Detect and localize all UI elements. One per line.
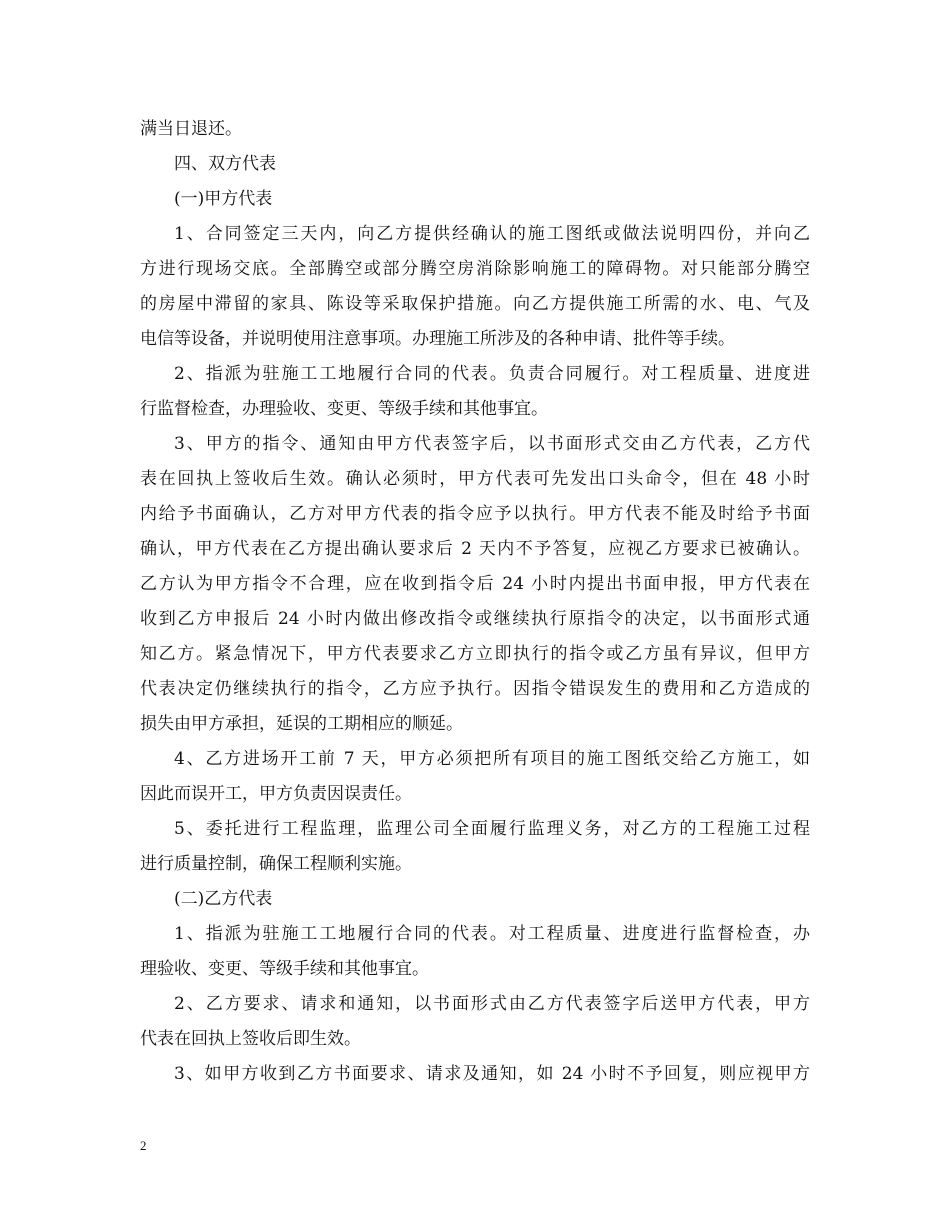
document-page bbox=[140, 112, 810, 1092]
paragraph-line: 确认，甲方代表在乙方提出确认要求后 2 天内不予答复，应视乙方要求已被确认。 bbox=[140, 539, 810, 559]
subsection-heading: (二)乙方代表 bbox=[174, 889, 273, 909]
paragraph-line: 1、指派为驻施工工地履行合同的代表。对工程质量、进度进行监督检查，办 bbox=[174, 924, 810, 944]
paragraph-line: 1、合同签定三天内，向乙方提供经确认的施工图纸或做法说明四份，并向乙 bbox=[174, 224, 810, 244]
paragraph-line: 表在回执上签收后生效。确认必须时，甲方代表可先发出口头命令，但在 48 小时 bbox=[140, 469, 810, 489]
paragraph-line: 代表决定仍继续执行的指令，乙方应予执行。因指令错误发生的费用和乙方造成的 bbox=[140, 679, 810, 699]
paragraph-line: 损失由甲方承担，延误的工期相应的顺延。 bbox=[140, 714, 463, 734]
paragraph-line: 知乙方。紧急情况下，甲方代表要求乙方立即执行的指令或乙方虽有异议，但甲方 bbox=[140, 644, 810, 664]
paragraph-line: 5、委托进行工程监理，监理公司全面履行监理义务，对乙方的工程施工过程 bbox=[174, 819, 810, 839]
paragraph-line: 3、甲方的指令、通知由甲方代表签字后，以书面形式交由乙方代表，乙方代 bbox=[174, 434, 810, 454]
paragraph-line: 行监督检查，办理验收、变更、等级手续和其他事宜。 bbox=[140, 399, 548, 419]
paragraph-line: 方进行现场交底。全部腾空或部分腾空房消除影响施工的障碍物。对只能部分腾空 bbox=[140, 259, 810, 279]
paragraph-line: 因此而误开工，甲方负责因误责任。 bbox=[140, 784, 412, 804]
section-heading: 四、双方代表 bbox=[174, 154, 276, 174]
paragraph-line: 电信等设备，并说明使用注意事项。办理施工所涉及的各种申请、批件等手续。 bbox=[140, 329, 735, 349]
paragraph-line: 4、乙方进场开工前 7 天，甲方必须把所有项目的施工图纸交给乙方施工，如 bbox=[174, 749, 810, 769]
paragraph-line: 进行质量控制，确保工程顺利实施。 bbox=[140, 854, 412, 874]
paragraph-line: 3、如甲方收到乙方书面要求、请求及通知，如 24 小时不予回复，则应视甲方 bbox=[174, 1064, 810, 1084]
paragraph-line: 乙方认为甲方指令不合理，应在收到指令后 24 小时内提出书面申报，甲方代表在 bbox=[140, 574, 810, 594]
paragraph-line: 2、乙方要求、请求和通知，以书面形式由乙方代表签字后送甲方代表，甲方 bbox=[174, 994, 810, 1014]
paragraph-line: 收到乙方申报后 24 小时内做出修改指令或继续执行原指令的决定，以书面形式通 bbox=[140, 609, 810, 629]
paragraph-line: 代表在回执上签收后即生效。 bbox=[140, 1029, 361, 1049]
paragraph-line: 内给予书面确认，乙方对甲方代表的指令应予以执行。甲方代表不能及时给予书面 bbox=[140, 504, 810, 524]
paragraph-line: 理验收、变更、等级手续和其他事宜。 bbox=[140, 959, 429, 979]
paragraph-line: 2、指派为驻施工工地履行合同的代表。负责合同履行。对工程质量、进度进 bbox=[174, 364, 810, 384]
page-number: 2 bbox=[140, 1138, 147, 1153]
paragraph-line: 的房屋中滞留的家具、陈设等采取保护措施。向乙方提供施工所需的水、电、气及 bbox=[140, 294, 810, 314]
subsection-heading: (一)甲方代表 bbox=[174, 189, 273, 209]
paragraph-line: 满当日退还。 bbox=[140, 119, 242, 139]
